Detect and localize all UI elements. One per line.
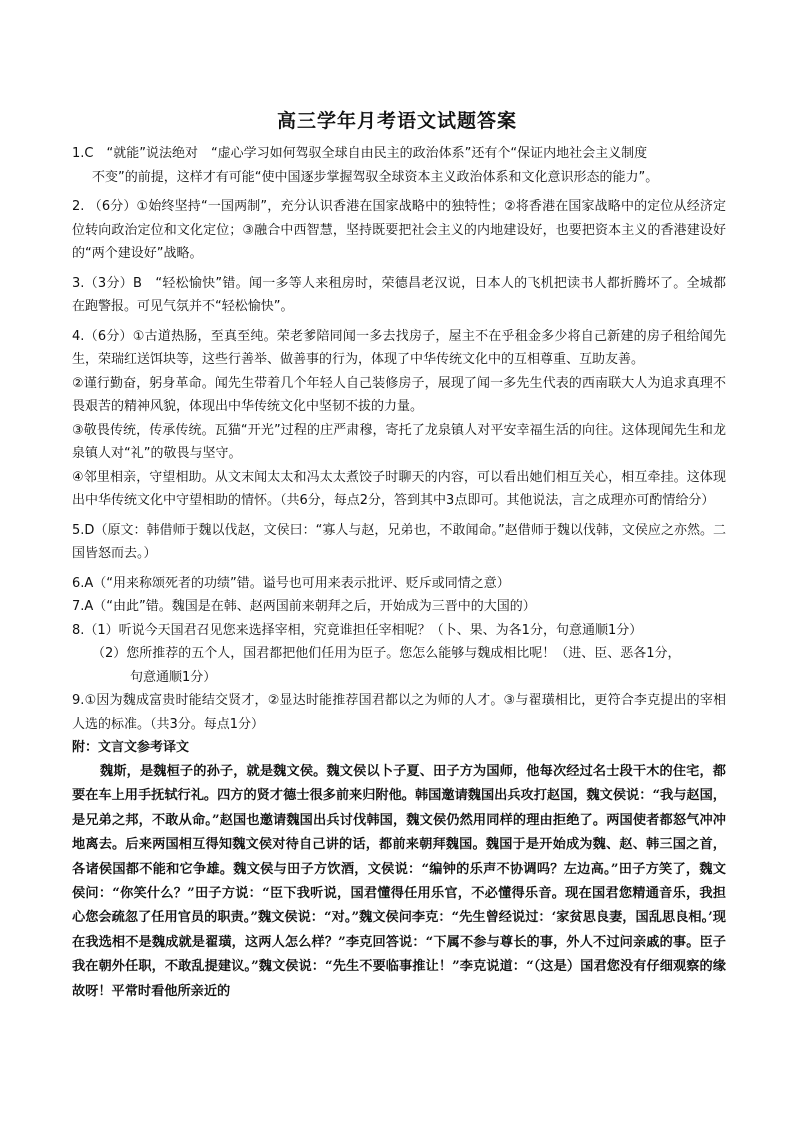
answer-4-point-2: ②谨行勤奋，躬身革命。闻先生带着几个年轻人自己装修房子，展现了闻一多先生代表的西南联大人为追求真理不畏艰苦的精神风貌，体现出中华传统文化中坚韧不拔的力量。 (72, 375, 726, 414)
document-title: 高三学年月考语文试题答案 (276, 110, 517, 132)
answer-3: 3.（3分）B “轻松愉快”错。闻一多等人来租房时，荣德昌老汉说，日本人的飞机把读书人都折腾坏了。全城都在跑警报。可见气氛并不“轻松愉快”。 (72, 275, 726, 314)
answer-4-point-4: ④邻里相亲，守望相助。从文末闻太太和冯太太煮饺子时聊天的内容，可以看出她们相互关心，相互牵挂。这体现出中华传统文化中守望相助的情怀。（共6分，每点2分，答到其中3点即可。其他说法，言之成理亦可酌情给分） (72, 469, 726, 508)
answer-section (72, 142, 726, 1004)
answer-9: 9.①因为魏成富贵时能结交贤才，②显达时能推荐国君都以之为师的人才。③与翟璜相比，更符合李克提出的宰相人选的标准。（共3分。每点1分） (72, 693, 726, 732)
answer-8-part-2: （2）您所推荐的五个人，国君都把他们任用为臣子。您怎么能够与魏成相比呢！（进、臣、恶各1分， (92, 646, 681, 661)
translation-text: 魏斯，是魏桓子的孙子，就是魏文侯。魏文侯以卜子夏、田子方为国师，他每次经过名士段干木的住宅，都要在车上用手抚轼行礼。四方的贤才德士很多前来归附他。韩国邀请魏国出兵攻打赵国，魏文侯说：“我与赵国，是兄弟之邦，不敢从命。”赵国也邀请魏国出兵讨伐韩国，魏文侯仍然用同样的理由拒绝了。两国使者都怒气冲冲地离去。后来两国相互得知魏文侯对待自己讲的话，都前来朝拜魏国。魏国于是开始成为魏、赵、韩三国之首，各诸侯国都不能和它争雄。魏文侯与田子方饮酒，文侯说：“编钟的乐声不协调吗？左边高。”田子方笑了，魏文侯问：“你笑什么？”田子方说：“臣下我听说，国君懂得任用乐官，不必懂得乐音。现在国君您精通音乐，我担心您会疏忽了任用官员的职责。”魏文侯说：“对。”魏文侯问李克：“先生曾经说过：‘家贫思良妻，国乱思良相。’现在我选相不是魏成就是翟璜，这两人怎么样？”李克回答说：“下属不参与尊长的事，外人不过问亲戚的事。臣子我在朝外任职，不敢乱提建议。”魏文侯说：“先生不要临事推让！”李克说道：“（这是）国君您没有仔细观察的缘故呀！平常时看他所亲近的 (72, 764, 726, 999)
answer-4-point-1: 4.（6分）①古道热肠，至真至纯。荣老爹陪同闻一多去找房子，屋主不在乎租金多少将自己新建的房子租给闻先生，荣瑞红送饵块等，这些行善举、做善事的行为，体现了中华传统文化中的互相尊重、互助友善。 (72, 328, 726, 367)
answer-1-line-2: 不变”的前提，这样才有可能“使中国逐步掌握驾驭全球资本主义政治体系和文化意识形态的能力”。 (92, 169, 659, 185)
translation-heading: 附：文言文参考译文 (72, 740, 190, 755)
answer-8-part-2-cont: 句意通顺1分） (130, 669, 217, 685)
answer-6: 6.A（“用来称颂死者的功绩”错。谥号也可用来表示批评、贬斥或同情之意） (72, 575, 510, 591)
answer-2: 2. （6分）①始终坚持“一国两制”，充分认识香港在国家战略中的独特性；②将香港在国家战略中的定位从经济定位转向政治定位和文化定位；③融合中西智慧，坚持既要把社会主义的内地建设好，也要把资本主义的香港建设好的“两个建设好”战略。 (72, 199, 726, 261)
answer-7: 7.A（“由此”错。魏国是在韩、赵两国前来朝拜之后，开始成为三晋中的大国的） (72, 599, 536, 614)
answer-5: 5.D（原文：韩借师于魏以伐赵，文侯曰：“寡人与赵，兄弟也，不敢闻命。”赵借师于魏以伐韩，文侯应之亦然。二国皆怒而去。） (72, 522, 726, 561)
answer-4-point-3: ③敬畏传统，传承传统。瓦猫“开光”过程的庄严肃穆，寄托了龙泉镇人对平安幸福生活的向往。这体现闻先生和龙泉镇人对“礼”的敬畏与坚守。 (72, 422, 726, 461)
answer-1-line-1: 1.C “就能”说法绝对 “虚心学习如何驾驭全球自由民主的政治体系”还有个“保证内地社会主义制度 (72, 146, 648, 161)
answer-8-part-1: 8.（1）听说今天国君召见您来选择宰相，究竟谁担任宰相呢？（卜、果、为各1分，句意通顺1分） (72, 622, 643, 638)
